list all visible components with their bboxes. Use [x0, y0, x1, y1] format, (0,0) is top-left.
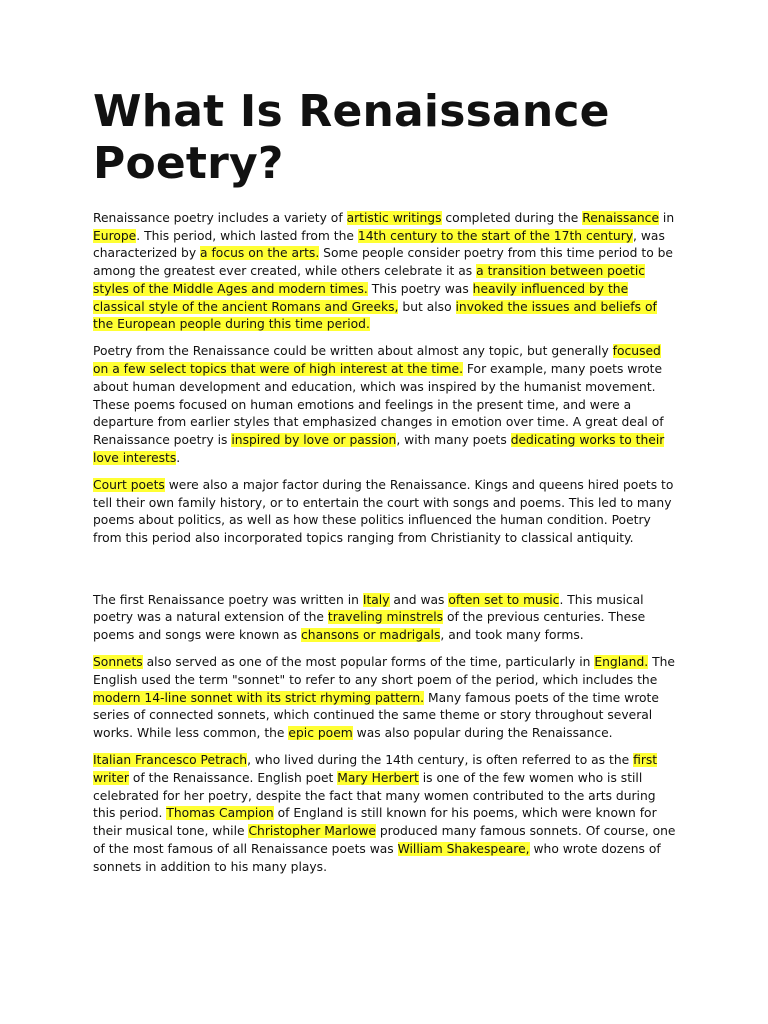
paragraph: [93, 592, 676, 645]
paragraph-text: were also a major factor during the Renaissance. Kings and queens hired poets to tell their own family history, or to entertain the court with songs and poems. This led to many poems about politics, as well as how these politics influenced the human condition. Poetry from this period also incorporated topics ranging from Christianity to classical antiquity.: [93, 477, 674, 545]
highlighted-text: heavily influenced by the classical style of the ancient Romans and Greeks,: [93, 281, 629, 314]
paragraph-text: completed during the: [441, 211, 583, 225]
paragraph-text: is one of the few women who is still celebrated for her poetry, despite the fact that many women contributed to the arts during this period.: [93, 770, 656, 821]
paragraph-text: , was characterized by: [93, 228, 665, 261]
paragraph-text: Some people consider poetry from this time period to be among the greatest ever created, while others celebrate it as: [93, 246, 673, 279]
paragraph-text: produced many famous sonnets. Of course, one of the most famous of all Renaissance poets was: [93, 824, 676, 856]
paragraph-text: in: [659, 211, 675, 225]
paragraph-text: , and took many forms.: [440, 628, 584, 643]
highlighted-text: a focus on the arts.: [200, 246, 320, 261]
highlighted-text: William Shakespeare,: [397, 841, 530, 856]
highlighted-text: a transition between poetic styles of the Middle Ages and modern times.: [93, 264, 646, 296]
highlighted-text: modern 14-line sonnet with its strict rhyming pattern.: [93, 690, 425, 705]
highlighted-text: 14th century to the start of the 17th century: [357, 228, 634, 243]
highlighted-text: often set to music: [448, 592, 560, 607]
highlighted-text: Court poets: [93, 477, 165, 492]
paragraph: [93, 210, 676, 334]
paragraph-text: . This period, which lasted from the: [136, 228, 358, 243]
paragraph-text: Renaissance poetry includes a variety of: [93, 211, 347, 225]
highlighted-text: Mary Herbert: [337, 770, 419, 785]
paragraph-text: .: [176, 450, 181, 465]
paragraph-text: of the Renaissance. English poet: [128, 770, 338, 785]
article-body: [93, 210, 676, 876]
paragraph-text: and was: [389, 592, 449, 607]
page-title: What Is Renaissance Poetry?: [93, 86, 610, 189]
highlighted-text: Renaissance: [582, 211, 660, 225]
highlighted-text: Europe: [93, 228, 137, 243]
paragraph-text: Many famous poets of the time wrote series of connected sonnets, which continued the same theme or story throughout several works. While less common, the: [93, 690, 659, 741]
paragraph: [93, 343, 676, 467]
highlighted-text: dedicating works to their love interests: [93, 432, 665, 465]
highlighted-text: focused on a few select topics that were of high interest at the time.: [93, 344, 661, 377]
paragraph-text: The first Renaissance poetry was written in: [93, 592, 363, 607]
highlighted-text: Thomas Campion: [166, 806, 274, 821]
highlighted-text: England.: [594, 655, 649, 670]
paragraph-text: For example, many poets wrote about human development and education, which was inspired by the humanist movement. These poems focused on human emotions and feelings in the present time, and were a departure from earlier styles that emphasized changes in emotion over time. A great deal of Renaissance poetry is: [93, 362, 664, 447]
highlighted-text: inspired by love or passion: [231, 432, 397, 447]
paragraph-text: The English used the term "sonnet" to refer to any short poem of the period, which includes the: [93, 655, 675, 687]
highlighted-text: traveling minstrels: [327, 610, 444, 625]
paragraph-text: Poetry from the Renaissance could be written about almost any topic, but generally: [93, 344, 613, 359]
paragraph-text: , who lived during the 14th century, is often referred to as the: [247, 753, 634, 768]
highlighted-text: artistic writings: [346, 211, 442, 225]
paragraph-text: was also popular during the Renaissance.: [352, 726, 613, 741]
paragraph-text: who wrote dozens of sonnets in addition to his many plays.: [93, 841, 661, 874]
paragraph-text: of England is still known for his poems, which were known for their musical tone, while: [93, 806, 657, 839]
paragraph: [93, 477, 676, 548]
highlighted-text: epic poem: [288, 726, 353, 741]
highlighted-text: Christopher Marlowe: [248, 824, 376, 839]
paragraph-text: , with many poets: [396, 432, 511, 447]
paragraph-text: This poetry was: [367, 281, 473, 296]
highlighted-text: Italy: [362, 592, 390, 607]
paragraph-text: also served as one of the most popular forms of the time, particularly in: [142, 655, 595, 670]
highlighted-text: Sonnets: [93, 655, 143, 670]
paragraph: [93, 752, 676, 876]
paragraph-text: of the previous centuries. These poems and songs were known as: [93, 610, 646, 643]
highlighted-text: chansons or madrigals: [301, 628, 441, 643]
highlighted-text: Italian Francesco Petrach: [93, 753, 248, 768]
paragraph-text: but also: [398, 299, 456, 314]
paragraph-text: . This musical poetry was a natural extension of the: [93, 592, 644, 625]
highlighted-text: invoked the issues and beliefs of the European people during this time period.: [93, 299, 657, 332]
highlighted-text: first writer: [93, 753, 658, 785]
paragraph: [93, 654, 676, 743]
